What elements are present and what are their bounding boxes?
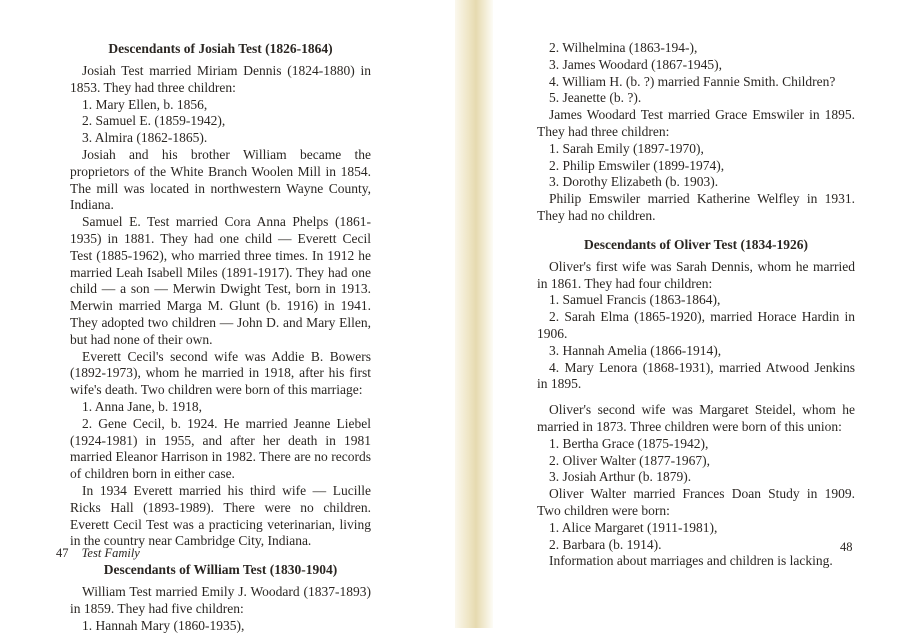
paragraph: William Test married Emily J. Woodard (1837-1893) in 1859. They had five children:: [70, 584, 371, 616]
running-title: Test Family: [81, 546, 140, 560]
list-item: 1. Samuel Francis (1863-1864),: [549, 292, 721, 308]
right-page-footer: [840, 540, 853, 555]
heading-william-test: Descendants of William Test (1830-1904): [103, 562, 338, 578]
list-item: 3. Josiah Arthur (b. 1879).: [549, 469, 692, 485]
list-item: 1. Sarah Emily (1897-1970),: [549, 140, 704, 156]
list-item: 1. Hannah Mary (1860-1935),: [82, 617, 245, 633]
list-item: 1. Bertha Grace (1875-1942),: [549, 435, 709, 451]
paragraph: Oliver Walter married Frances Doan Study in 1909. Two children were born:: [537, 486, 855, 518]
list-item: 2. Wilhelmina (1863-194-),: [549, 40, 698, 55]
left-page-footer: [56, 546, 140, 561]
list-item: 1. Alice Margaret (1911-1981),: [549, 519, 718, 535]
list-item: 3. Dorothy Elizabeth (b. 1903).: [549, 174, 719, 190]
page-number: 47: [56, 546, 69, 560]
list-item: 4. William H. (b. ?) married Fannie Smith. Children?: [549, 73, 836, 89]
list-item: 2. Philip Emswiler (1899-1974),: [549, 157, 725, 173]
paragraph: Everett Cecil's second wife was Addie B. Bowers (1892-1973), whom he married in 1918, after his first wife's death. Two children were born of this marriage:: [70, 348, 371, 398]
paragraph: Philip Emswiler married Katherine Welfley in 1931. They had no children.: [537, 191, 855, 223]
list-item: 2. Oliver Walter (1877-1967),: [549, 452, 710, 468]
paragraph: Oliver's second wife was Margaret Steidel, whom he married in 1873. Three children were born of this union:: [537, 402, 855, 434]
right-page: [537, 40, 855, 570]
paragraph: Josiah and his brother William became the proprietors of the White Branch Woolen Mill in 1854. The mill was located in northwestern Wayne County, Indiana.: [70, 146, 371, 213]
list-item: 3. Almira (1862-1865).: [82, 130, 208, 146]
paragraph: Oliver's first wife was Sarah Dennis, whom he married in 1861. They had four children:: [537, 258, 855, 291]
list-item: 3. James Woodard (1867-1945),: [549, 56, 723, 72]
paragraph: James Woodard Test married Grace Emswiler in 1895. They had three children:: [537, 107, 855, 139]
list-item: 2. Samuel E. (1859-1942),: [82, 113, 226, 129]
list-item: 5. Jeanette (b. ?).: [549, 90, 642, 106]
paragraph: Josiah Test married Miriam Dennis (1824-1880) in 1853. They had three children:: [70, 63, 371, 95]
paragraph: Information about marriages and children is lacking.: [549, 553, 833, 569]
paragraph: In 1934 Everett married his third wife — Lucille Ricks Hall (1893-1989). There were no children. Everett Cecil Test was a practicing veterinarian, living in the country near Cambridge City, Indiana.: [70, 482, 371, 549]
page-number: 48: [840, 540, 853, 554]
heading-josiah-test: Descendants of Josiah Test (1826-1864): [108, 41, 333, 56]
list-item: 3. Hannah Amelia (1866-1914),: [549, 342, 722, 358]
list-item: 1. Anna Jane, b. 1918,: [82, 398, 202, 414]
paragraph: 2. Gene Cecil, b. 1924. He married Jeanne Liebel (1924-1981) in 1955, and after her death in 1981 married Eleanor Harrison in 1982. There are no records of children born in either case.: [70, 415, 371, 482]
paragraph: Samuel E. Test married Cora Anna Phelps (1861-1935) in 1881. They had one child — Everett Cecil Test (1885-1962), who married three times. In 1912 he married Leah Isabell Miles (1891-1917). They had one child — a son — Merwin Dwight Test, born in 1913. Merwin married Marga M. Glunt (b. 1916) in 1941. They adopted two children — John D. and Mary Ellen, but had none of their own.: [70, 214, 371, 347]
list-item: 2. Sarah Elma (1865-1920), married Horace Hardin in 1906.: [537, 309, 855, 341]
list-item: 4. Mary Lenora (1868-1931), married Atwood Jenkins in 1895.: [537, 359, 855, 392]
list-item: 1. Mary Ellen, b. 1856,: [82, 96, 208, 112]
heading-oliver-test: Descendants of Oliver Test (1834-1926): [584, 236, 808, 252]
book-gutter: [455, 0, 493, 628]
list-item: 2. Barbara (b. 1914).: [549, 536, 662, 552]
